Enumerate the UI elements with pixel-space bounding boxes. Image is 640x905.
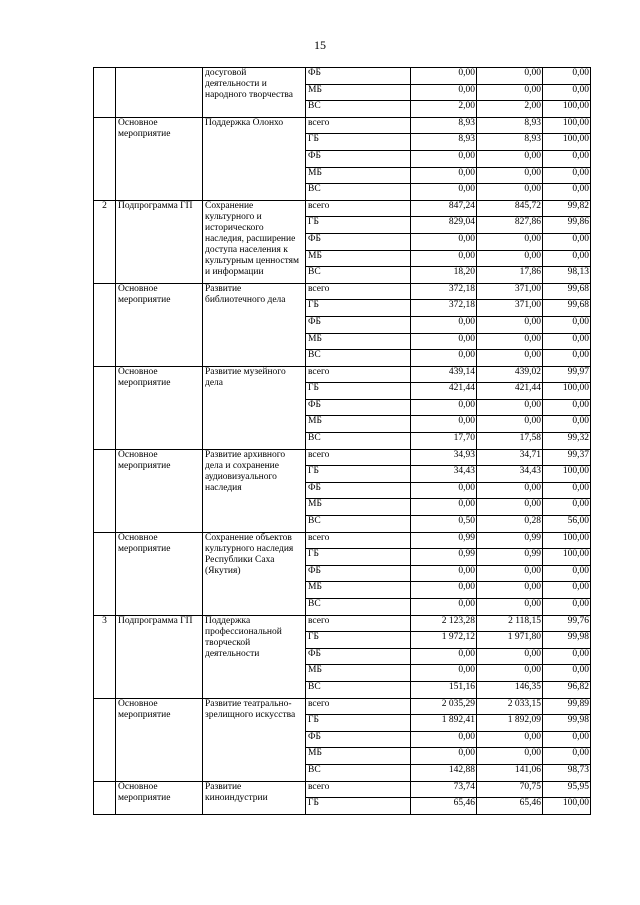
percent-cell: 100,00 [543,134,591,151]
table-row [94,449,591,466]
fact-cell: 0,00 [477,599,543,616]
percent-cell: 99,82 [543,200,591,217]
table-row [94,698,591,715]
fact-cell: 70,75 [477,781,543,798]
fact-cell: 0,00 [477,150,543,167]
percent-cell: 0,00 [543,150,591,167]
plan-cell: 0,00 [411,316,477,333]
program-type: Основное мероприятие [116,781,203,814]
source-cell: всего [306,449,411,466]
fact-cell: 8,93 [477,117,543,134]
fact-cell: 0,00 [477,316,543,333]
plan-cell: 73,74 [411,781,477,798]
row-number: 3 [94,615,116,698]
percent-cell: 100,00 [543,549,591,566]
plan-cell: 0,00 [411,648,477,665]
percent-cell: 0,00 [543,250,591,267]
percent-cell: 0,00 [543,84,591,101]
plan-cell: 2 035,29 [411,698,477,715]
table-row [94,68,591,85]
percent-cell: 0,00 [543,665,591,682]
fact-cell: 0,99 [477,532,543,549]
row-number [94,532,116,615]
plan-cell: 151,16 [411,681,477,698]
table-row [94,366,591,383]
fact-cell: 0,00 [477,582,543,599]
percent-cell: 0,00 [543,648,591,665]
source-cell: ВС [306,267,411,284]
fact-cell: 2 118,15 [477,615,543,632]
percent-cell: 0,00 [543,399,591,416]
program-type: Основное мероприятие [116,283,203,366]
source-cell: ВС [306,433,411,450]
fact-cell: 0,00 [477,350,543,367]
percent-cell: 100,00 [543,466,591,483]
program-type: Основное мероприятие [116,366,203,449]
plan-cell: 65,46 [411,798,477,815]
percent-cell: 0,00 [543,599,591,616]
plan-cell: 372,18 [411,300,477,317]
fact-cell: 439,02 [477,366,543,383]
percent-cell: 98,13 [543,267,591,284]
program-type: Подпрограмма ГП [116,200,203,283]
percent-cell: 99,98 [543,715,591,732]
percent-cell: 99,97 [543,366,591,383]
source-cell: МБ [306,665,411,682]
plan-cell: 372,18 [411,283,477,300]
plan-cell: 0,00 [411,350,477,367]
fact-cell: 0,00 [477,499,543,516]
program-description: Поддержка Олонхо [203,117,306,200]
source-cell: ГБ [306,798,411,815]
fact-cell: 65,46 [477,798,543,815]
table-row [94,781,591,798]
plan-cell: 847,24 [411,200,477,217]
plan-cell: 439,14 [411,366,477,383]
source-cell: МБ [306,748,411,765]
percent-cell: 0,00 [543,68,591,85]
fact-cell: 0,00 [477,184,543,201]
plan-cell: 34,43 [411,466,477,483]
fact-cell: 0,00 [477,565,543,582]
percent-cell: 99,98 [543,632,591,649]
plan-cell: 1 972,12 [411,632,477,649]
percent-cell: 95,95 [543,781,591,798]
source-cell: ГБ [306,134,411,151]
fact-cell: 146,35 [477,681,543,698]
program-description: Развитие библиотечного дела [203,283,306,366]
percent-cell: 100,00 [543,383,591,400]
source-cell: ВС [306,101,411,118]
source-cell: ФБ [306,482,411,499]
percent-cell: 96,82 [543,681,591,698]
fact-cell: 0,00 [477,731,543,748]
percent-cell: 56,00 [543,516,591,533]
row-number [94,68,116,118]
fact-cell: 34,71 [477,449,543,466]
row-number [94,781,116,814]
program-type: Основное мероприятие [116,532,203,615]
program-type: Основное мероприятие [116,449,203,532]
plan-cell: 0,00 [411,748,477,765]
table-row [94,200,591,217]
source-cell: ФБ [306,233,411,250]
source-cell: ВС [306,350,411,367]
row-number [94,449,116,532]
fact-cell: 0,00 [477,84,543,101]
page-number: 15 [314,38,326,52]
row-number [94,117,116,200]
plan-cell: 17,70 [411,433,477,450]
percent-cell: 0,00 [543,350,591,367]
plan-cell: 0,00 [411,582,477,599]
program-description: Сохранение культурного и исторического наследия, расширение доступа населения к культурным ценностям и информации [203,200,306,283]
plan-cell: 0,99 [411,532,477,549]
source-cell: МБ [306,582,411,599]
fact-cell: 0,00 [477,416,543,433]
source-cell: ГБ [306,383,411,400]
fact-cell: 17,86 [477,267,543,284]
plan-cell: 0,00 [411,482,477,499]
table-row [94,532,591,549]
table-row [94,283,591,300]
program-description: Развитие театрально-зрелищного искусства [203,698,306,781]
source-cell: МБ [306,167,411,184]
fact-cell: 34,43 [477,466,543,483]
fact-cell: 17,58 [477,433,543,450]
program-type: Основное мероприятие [116,698,203,781]
plan-cell: 0,00 [411,665,477,682]
percent-cell: 99,37 [543,449,591,466]
source-cell: ГБ [306,632,411,649]
program-description: досуговой деятельности и народного творчества [203,68,306,118]
fact-cell: 0,00 [477,748,543,765]
source-cell: ФБ [306,648,411,665]
plan-cell: 0,00 [411,167,477,184]
source-cell: ГБ [306,300,411,317]
source-cell: МБ [306,333,411,350]
fact-cell: 827,86 [477,217,543,234]
fact-cell: 141,06 [477,764,543,781]
table-row [94,117,591,134]
program-description: Развитие архивного дела и сохранение аудиовизуального наследия [203,449,306,532]
fact-cell: 0,00 [477,233,543,250]
plan-cell: 0,00 [411,565,477,582]
source-cell: ФБ [306,399,411,416]
program-description: Поддержка профессиональной творческой деятельности [203,615,306,698]
fact-cell: 0,00 [477,167,543,184]
source-cell: ВС [306,184,411,201]
percent-cell: 0,00 [543,499,591,516]
percent-cell: 99,89 [543,698,591,715]
source-cell: ГБ [306,217,411,234]
plan-cell: 0,00 [411,731,477,748]
plan-cell: 0,00 [411,184,477,201]
fact-cell: 0,00 [477,250,543,267]
fact-cell: 0,00 [477,665,543,682]
fact-cell: 8,93 [477,134,543,151]
percent-cell: 99,68 [543,283,591,300]
program-type: Основное мероприятие [116,117,203,200]
source-cell: ФБ [306,68,411,85]
row-number [94,283,116,366]
plan-cell: 0,00 [411,150,477,167]
percent-cell: 100,00 [543,117,591,134]
source-cell: ФБ [306,565,411,582]
source-cell: всего [306,366,411,383]
program-description: Развитие киноиндустрии [203,781,306,814]
percent-cell: 0,00 [543,233,591,250]
percent-cell: 0,00 [543,167,591,184]
source-cell: ВС [306,681,411,698]
source-cell: МБ [306,84,411,101]
percent-cell: 0,00 [543,316,591,333]
plan-cell: 0,00 [411,416,477,433]
fact-cell: 0,28 [477,516,543,533]
program-description: Развитие музейного дела [203,366,306,449]
table-row [94,615,591,632]
percent-cell: 0,00 [543,184,591,201]
source-cell: ГБ [306,715,411,732]
source-cell: МБ [306,250,411,267]
percent-cell: 98,73 [543,764,591,781]
fact-cell: 1 892,09 [477,715,543,732]
source-cell: всего [306,117,411,134]
plan-cell: 0,00 [411,233,477,250]
source-cell: всего [306,283,411,300]
source-cell: ВС [306,516,411,533]
source-cell: ГБ [306,466,411,483]
percent-cell: 0,00 [543,748,591,765]
fact-cell: 845,72 [477,200,543,217]
fact-cell: 0,00 [477,68,543,85]
plan-cell: 421,44 [411,383,477,400]
program-type [116,68,203,118]
fact-cell: 0,00 [477,333,543,350]
source-cell: ФБ [306,731,411,748]
plan-cell: 0,00 [411,68,477,85]
row-number [94,698,116,781]
fact-cell: 371,00 [477,300,543,317]
program-description: Сохранение объектов культурного наследия Республики Саха (Якутия) [203,532,306,615]
plan-cell: 0,00 [411,250,477,267]
percent-cell: 100,00 [543,532,591,549]
source-cell: всего [306,200,411,217]
source-cell: всего [306,615,411,632]
source-cell: МБ [306,499,411,516]
plan-cell: 0,50 [411,516,477,533]
fact-cell: 2,00 [477,101,543,118]
plan-cell: 829,04 [411,217,477,234]
plan-cell: 0,00 [411,333,477,350]
fact-cell: 0,00 [477,399,543,416]
source-cell: ФБ [306,316,411,333]
plan-cell: 0,99 [411,549,477,566]
source-cell: МБ [306,416,411,433]
fact-cell: 0,00 [477,648,543,665]
percent-cell: 99,32 [543,433,591,450]
percent-cell: 99,68 [543,300,591,317]
percent-cell: 0,00 [543,333,591,350]
percent-cell: 99,86 [543,217,591,234]
plan-cell: 2,00 [411,101,477,118]
source-cell: всего [306,698,411,715]
fact-cell: 1 971,80 [477,632,543,649]
plan-cell: 8,93 [411,117,477,134]
plan-cell: 0,00 [411,599,477,616]
plan-cell: 0,00 [411,84,477,101]
fact-cell: 0,99 [477,549,543,566]
source-cell: ФБ [306,150,411,167]
source-cell: ВС [306,764,411,781]
fact-cell: 371,00 [477,283,543,300]
row-number [94,366,116,449]
percent-cell: 0,00 [543,731,591,748]
budget-table [93,67,591,815]
percent-cell: 100,00 [543,798,591,815]
plan-cell: 0,00 [411,499,477,516]
source-cell: всего [306,532,411,549]
source-cell: всего [306,781,411,798]
fact-cell: 421,44 [477,383,543,400]
percent-cell: 0,00 [543,416,591,433]
fact-cell: 2 033,15 [477,698,543,715]
fact-cell: 0,00 [477,482,543,499]
program-type: Подпрограмма ГП [116,615,203,698]
plan-cell: 18,20 [411,267,477,284]
source-cell: ВС [306,599,411,616]
plan-cell: 0,00 [411,399,477,416]
percent-cell: 100,00 [543,101,591,118]
plan-cell: 142,88 [411,764,477,781]
percent-cell: 99,76 [543,615,591,632]
plan-cell: 1 892,41 [411,715,477,732]
row-number: 2 [94,200,116,283]
plan-cell: 2 123,28 [411,615,477,632]
percent-cell: 0,00 [543,565,591,582]
source-cell: ГБ [306,549,411,566]
percent-cell: 0,00 [543,582,591,599]
plan-cell: 34,93 [411,449,477,466]
percent-cell: 0,00 [543,482,591,499]
plan-cell: 8,93 [411,134,477,151]
